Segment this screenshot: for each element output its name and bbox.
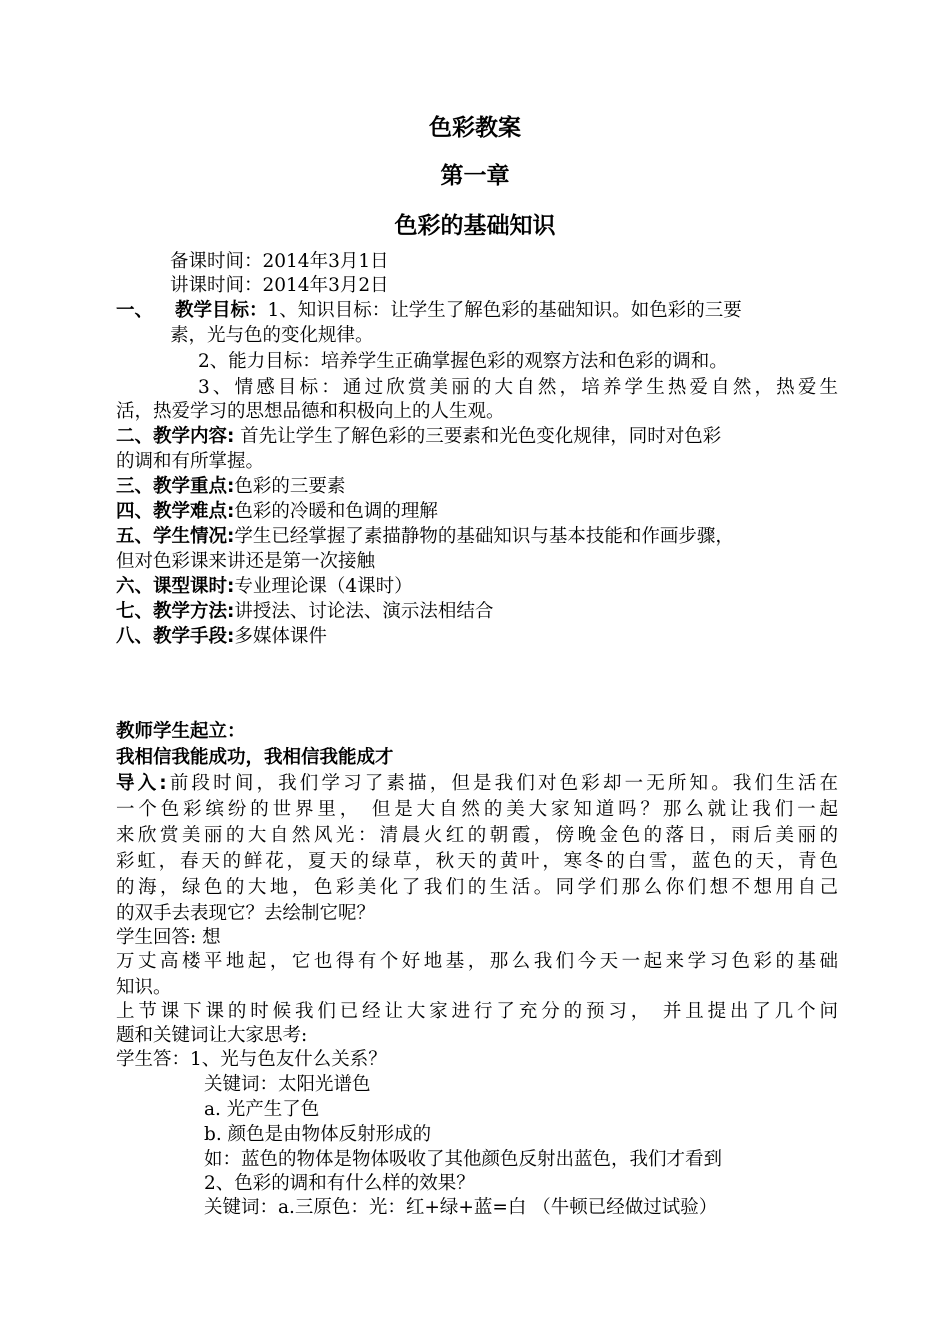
- preview-line-1: 上节课下课的时候我们已经让大家进行了充分的预习， 并且提出了几个问: [116, 1001, 838, 1022]
- section-5: [116, 525, 734, 549]
- student-answer: 学生回答: 想: [116, 927, 221, 948]
- preview-line-2: 题和关键词让大家思考:: [116, 1025, 308, 1046]
- foundation-line-2: 知识。: [116, 977, 172, 998]
- foundation-line-1: 万丈高楼平地起，它也得有个好地基，那么我们今天一起来学习色彩的基础: [116, 951, 838, 972]
- question-2: 2、色彩的调和有什么样的效果？: [204, 1173, 475, 1194]
- section-1-goal-3-cont: 活，热爱学习的思想品德和积极向上的人生观。: [116, 401, 505, 422]
- section-2-text: 首先让学生了解色彩的三要素和光色变化规律，同时对色彩: [234, 426, 722, 447]
- chapter-heading: 第一章: [440, 163, 510, 189]
- point-b: b. 颜色是由物体反射形成的: [204, 1124, 432, 1145]
- intro-line-6: 的双手去表现它？去绘制它呢？: [116, 903, 376, 924]
- section-8-text: 多媒体课件: [234, 626, 327, 647]
- section-3-label: 三、教学重点:: [116, 476, 235, 497]
- section-2-label: 二、教学内容:: [116, 426, 235, 447]
- section-8-label: 八、教学手段:: [116, 626, 235, 647]
- question-1: 学生答：1、光与色友什么关系？: [116, 1049, 387, 1070]
- intro-line-5: 的海，绿色的大地，色彩美化了我们的生活。同学们那么你们想不想用自己: [116, 877, 838, 898]
- keyword-2: 关键词：a.三原色：光：红+绿+蓝=白 （牛顿已经做过试验）: [204, 1197, 718, 1218]
- intro-label: 导入:: [116, 773, 167, 794]
- example-line: 如：蓝色的物体是物体吸收了其他颜色反射出蓝色，我们才看到: [204, 1149, 723, 1170]
- section-1-text-cont: 素，光与色的变化规律。: [170, 325, 374, 346]
- section-6: [116, 575, 413, 599]
- section-5-text: 学生已经掌握了素描静物的基础知识与基本技能和作画步骤，: [234, 526, 734, 547]
- doc-title: 色彩教案: [429, 115, 521, 141]
- section-7: [116, 600, 493, 624]
- section-1-number: 一、: [116, 300, 154, 321]
- section-1-label: 教学目标：: [175, 300, 268, 321]
- section-2: [116, 425, 721, 449]
- intro-text-1: 前段时间，我们学习了素描，但是我们对色彩却一无所知。我们生活在: [166, 773, 838, 794]
- point-a: a. 光产生了色: [204, 1099, 320, 1120]
- section-1: [116, 299, 742, 323]
- intro-line-2: 一个色彩缤纷的世界里， 但是大自然的美大家知道吗？那么就让我们一起: [116, 799, 838, 820]
- section-4: [116, 500, 438, 524]
- section-5-label: 五、学生情况:: [116, 526, 235, 547]
- section-1-goal-3: 3、情感目标：通过欣赏美丽的大自然，培养学生热爱自然，热爱生: [198, 377, 838, 398]
- section-4-label: 四、教学难点:: [116, 501, 235, 522]
- section-6-label: 六、课型课时:: [116, 576, 235, 597]
- intro-line-1: [116, 772, 838, 796]
- lesson-stand: 教师学生起立：: [116, 721, 246, 742]
- doc-subtitle: 色彩的基础知识: [394, 213, 556, 239]
- section-3: [116, 475, 345, 499]
- prep-time: 备课时间：2014年3月1日: [170, 251, 389, 272]
- section-1-goal-2: 2、能力目标：培养学生正确掌握色彩的观察方法和色彩的调和。: [198, 351, 728, 372]
- section-1-text: 1、知识目标：让学生了解色彩的基础知识。如色彩的三要: [267, 300, 742, 321]
- section-4-text: 色彩的冷暖和色调的理解: [234, 501, 438, 522]
- keyword-1: 关键词：太阳光谱色: [204, 1074, 371, 1095]
- section-7-label: 七、教学方法:: [116, 601, 235, 622]
- intro-line-4: 彩虹，春天的鲜花，夏天的绿草，秋天的黄叶，寒冬的白雪，蓝色的天，青色: [116, 851, 838, 872]
- section-2-text-cont: 的调和有所掌握。: [116, 451, 265, 472]
- section-5-text-cont: 但对色彩课来讲还是第一次接触: [116, 551, 376, 572]
- section-7-text: 讲授法、讨论法、演示法相结合: [234, 601, 494, 622]
- intro-line-3: 来欣赏美丽的大自然风光：清晨火红的朝霞，傍晚金色的落日，雨后美丽的: [116, 825, 838, 846]
- section-6-text: 专业理论课（4课时）: [234, 576, 413, 597]
- section-3-text: 色彩的三要素: [234, 476, 346, 497]
- lesson-motto: 我相信我能成功，我相信我能成才: [116, 747, 394, 768]
- lecture-time: 讲课时间：2014年3月2日: [170, 275, 389, 296]
- section-8: [116, 625, 327, 649]
